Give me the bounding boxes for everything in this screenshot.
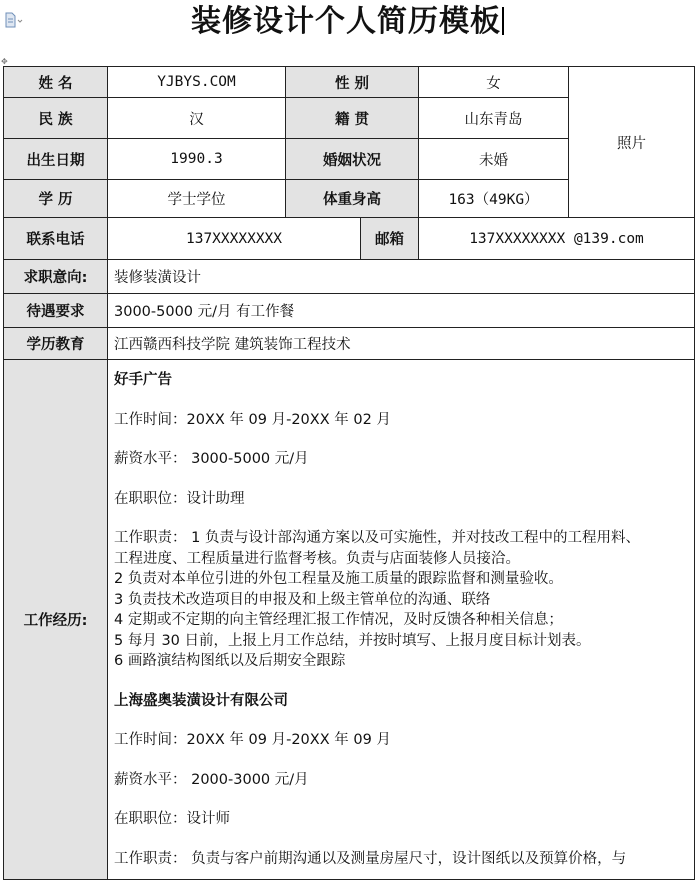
photo-cell[interactable]: 照片: [569, 67, 695, 218]
intent-label: 求职意向:: [4, 260, 108, 294]
email-value[interactable]: 137XXXXXXXX @139.com: [419, 218, 695, 260]
ethnicity-label: 民 族: [4, 98, 108, 139]
job1-duty-line: 6 画路演结构图纸以及后期安全跟踪: [114, 653, 346, 669]
job1-salary: 薪资水平： 3000-5000 元/月: [114, 451, 309, 467]
education-value[interactable]: 学士学位: [108, 180, 286, 218]
name-label: 姓 名: [4, 67, 108, 98]
origin-value[interactable]: 山东青岛: [419, 98, 569, 139]
school-label: 学历教育: [4, 328, 108, 360]
experience-label: 工作经历:: [4, 360, 108, 880]
page-title: 装修设计个人简历模板: [0, 2, 695, 42]
job2-duty-line: 工作职责： 负责与客户前期沟通以及测量房屋尺寸，设计图纸以及预算价格，与: [114, 850, 627, 867]
name-value[interactable]: YJBYS.COM: [108, 67, 286, 98]
job1-company: 好手广告: [114, 372, 172, 388]
email-label: 邮箱: [361, 218, 419, 260]
phone-value[interactable]: 137XXXXXXXX: [108, 218, 361, 260]
table-anchor-icon: ✥: [1, 57, 8, 66]
school-value[interactable]: 江西赣西科技学院 建筑装饰工程技术: [108, 328, 695, 360]
body-label: 体重身高: [286, 180, 419, 218]
job2-company: 上海盛奥装潢设计有限公司: [114, 692, 288, 709]
salary-req-label: 待遇要求: [4, 294, 108, 328]
job2-position: 在职职位：设计师: [114, 811, 230, 827]
ethnicity-value[interactable]: 汉: [108, 98, 286, 139]
job2-salary: 薪资水平： 2000-3000 元/月: [114, 771, 309, 788]
birth-label: 出生日期: [4, 139, 108, 180]
job1-time: 工作时间：20XX 年 09 月-20XX 年 02 月: [114, 411, 391, 428]
job1-duty-line: 5 每月 30 日前，上报上月工作总结，并按时填写、上报月度目标计划表。: [114, 632, 591, 649]
phone-label: 联系电话: [4, 218, 108, 260]
gender-value[interactable]: 女: [419, 67, 569, 98]
marital-label: 婚姻状况: [286, 139, 419, 180]
job1-duty-line: 工作职责： 1 负责与设计部沟通方案以及可实施性，并对技改工程中的工程用料、: [114, 530, 640, 546]
resume-table: [3, 66, 695, 880]
education-label: 学 历: [4, 180, 108, 218]
job1-position: 在职职位：设计助理: [114, 490, 245, 507]
gender-label: 性 别: [286, 67, 419, 98]
experience-content[interactable]: [108, 360, 695, 880]
job1-duty-line: 2 负责对本单位引进的外包工程量及施工质量的跟踪监督和测量验收。: [114, 571, 563, 587]
intent-value[interactable]: 装修装潢设计: [108, 260, 695, 294]
salary-req-value[interactable]: 3000-5000 元/月 有工作餐: [108, 294, 695, 328]
body-value[interactable]: 163（49KG）: [419, 180, 569, 218]
origin-label: 籍 贯: [286, 98, 419, 139]
text-cursor: [502, 7, 504, 35]
birth-value[interactable]: 1990.3: [108, 139, 286, 180]
job2-time: 工作时间：20XX 年 09 月-20XX 年 09 月: [114, 732, 391, 748]
job1-duty-line: 3 负责技术改造项目的申报及和上级主管单位的沟通、联络: [114, 591, 491, 608]
job1-duty-line: 4 定期或不定期的向主管经理汇报工作情况，及时反馈各种相关信息；: [114, 612, 563, 628]
job1-duty-line: 工程进度、工程质量进行监督考核。负责与店面装修人员接洽。: [114, 550, 520, 567]
marital-value[interactable]: 未婚: [419, 139, 569, 180]
